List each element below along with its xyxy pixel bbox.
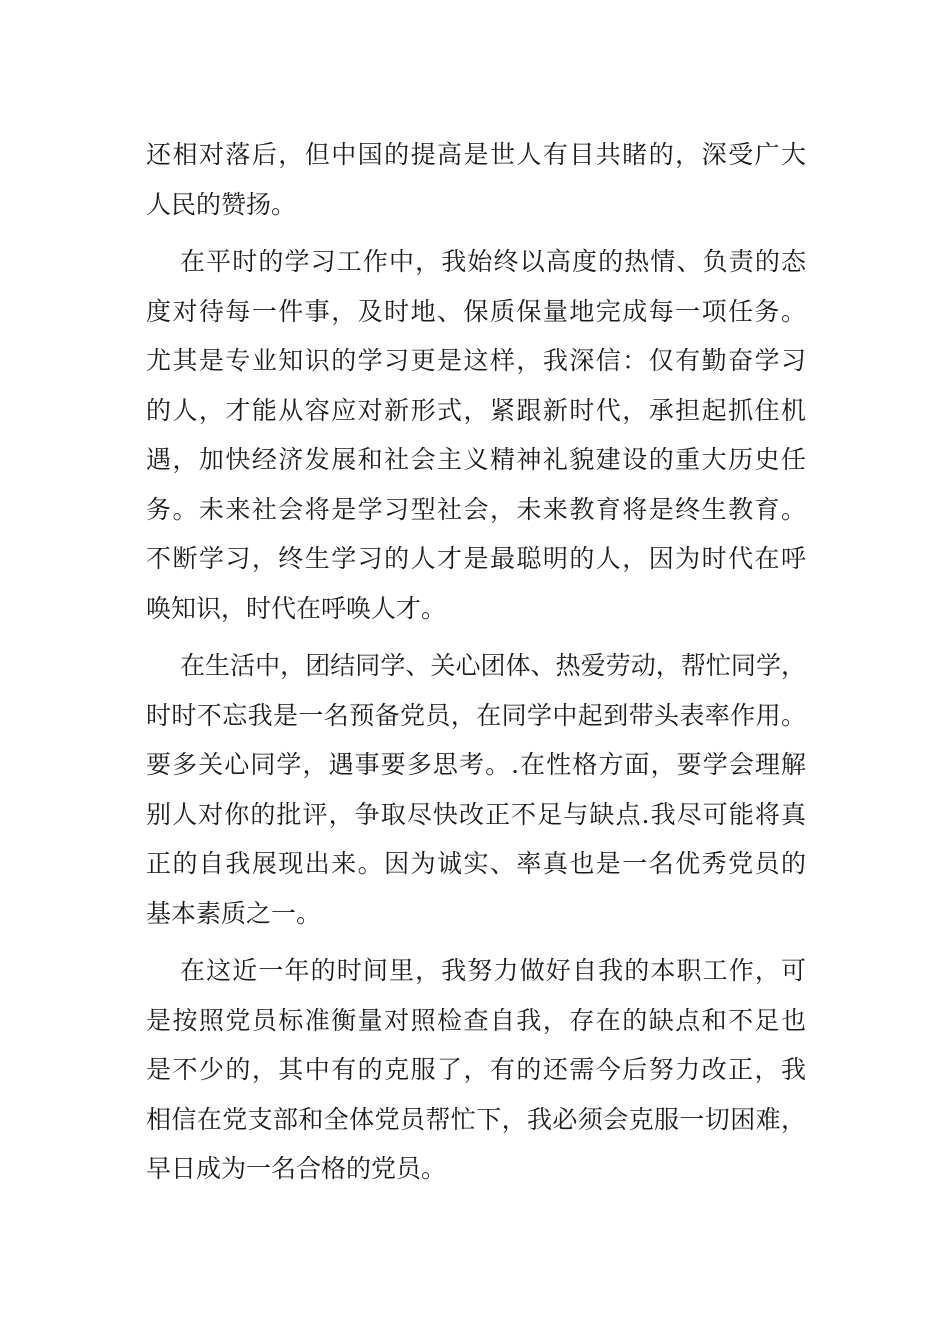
document-body [146,130,806,1194]
text-line: 别人对你的批评，争取尽快改正不足与缺点.我尽可能将真 [146,799,806,829]
text-line: 唤知识，时代在呼唤人才。 [146,593,447,623]
text-line: 是按照党员标准衡量对照检查自我，存在的缺点和不足也 [146,1005,806,1035]
text-line: 早日成为一名合格的党员。 [146,1154,447,1183]
paragraph [146,641,806,938]
text-line: 还相对落后，但中国的提高是世人有目共睹的，深受广大 [146,140,806,169]
text-line: 不断学习，终生学习的人才是最聪明的人，因为时代在呼 [146,544,806,573]
text-line: 务。未来社会将是学习型社会，未来教育将是终生教育。 [146,494,806,524]
text-line: 正的自我展现出来。因为诚实、率真也是一名优秀党员的 [146,849,806,878]
text-line: 的人，才能从容应对新形式，紧跟新时代，承担起抓住机 [146,395,806,425]
text-line: 在平时的学习工作中，我始终以高度的热情、负责的态 [180,247,806,276]
paragraph [146,130,806,229]
text-line: 在这近一年的时间里，我努力做好自我的本职工作，可 [180,956,806,985]
text-line: 是不少的，其中有的克服了，有的还需今后努力改正，我 [146,1055,806,1084]
text-line: 人民的赞扬。 [146,189,297,219]
text-line: 基本素质之一。 [146,898,322,928]
text-line: 度对待每一件事，及时地、保质保量地完成每一项任务。 [146,296,806,326]
text-line: 遇，加快经济发展和社会主义精神礼貌建设的重大历史任 [146,445,806,474]
text-line: 在生活中，团结同学、关心团体、热爱劳动，帮忙同学， [180,651,806,680]
text-line: 尤其是专业知识的学习更是这样，我深信：仅有勤奋学习 [146,346,806,375]
text-line: 要多关心同学，遇事要多思考。.在性格方面，要学会理解 [146,750,806,779]
text-line: 时时不忘我是一名预备党员，在同学中起到带头表率作用。 [146,700,806,730]
paragraph [146,237,806,633]
paragraph [146,946,806,1194]
text-line: 相信在党支部和全体党员帮忙下，我必须会克服一切困难， [146,1104,806,1134]
